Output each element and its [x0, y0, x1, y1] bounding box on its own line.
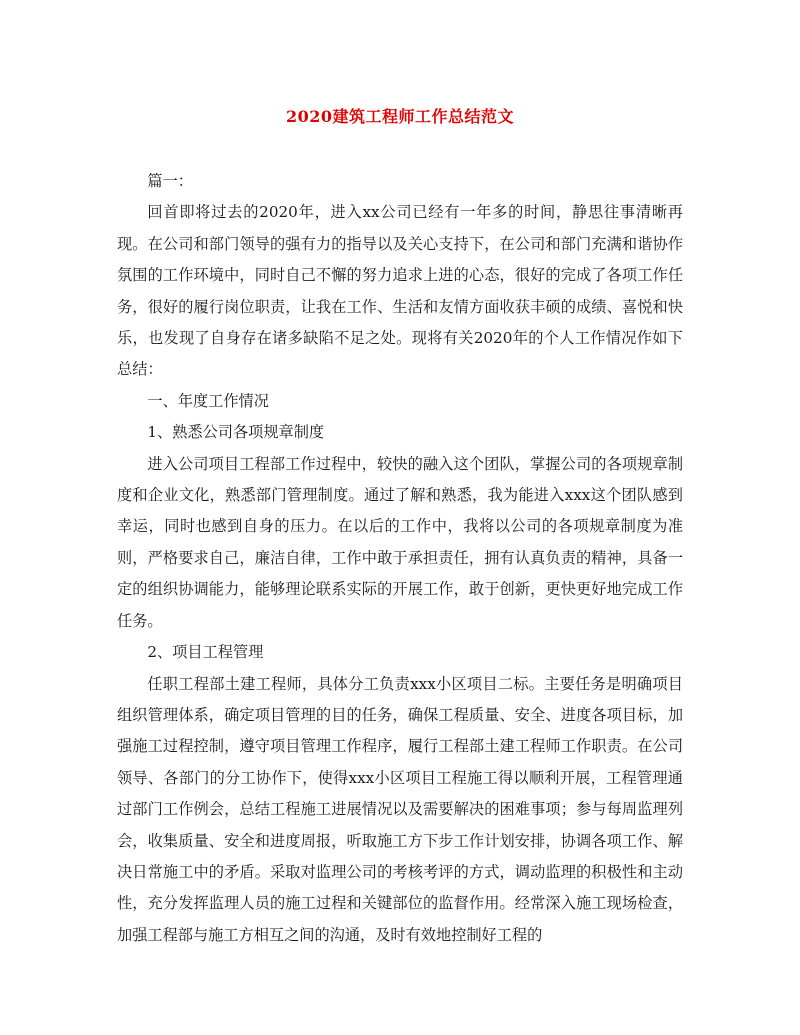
- subheading-rules: 1、熟悉公司各项规章制度: [147, 423, 325, 442]
- section-label: 篇一：: [147, 172, 193, 190]
- paragraph-rules: 进入公司项目工程部工作过程中，较快的融入这个团队，掌握公司的各项规章制度和企业文化，熟悉部门管理制度。通过了解和熟悉，我为能进入xxx这个团队感到幸运，同时也感到自身的压力。在以后的工作中，我将以公司的各项规章制度为准则，严格要求自己，廉洁自律，工作中敢于承担责任，拥有认真负责的精神，具备一定的组织协调能力，能够理论联系实际的开展工作，敢于创新，更快更好地完成工作任务。: [117, 454, 683, 630]
- paragraph-project-management: 任职工程部土建工程师，具体分工负责xxx小区项目二标。主要任务是明确项目组织管理体系，确定项目管理的目的任务，确保工程质量、安全、进度各项目标，加强施工过程控制，遵守项目管理工作程序，履行工程部土建工程师工作职责。在公司领导、各部门的分工协作下，使得xxx小区项目工程施工得以顺利开展，工程管理通过部门工作例会，总结工程施工进展情况以及需要解决的困难事项；参与每周监理列会，收集质量、安全和进度周报，听取施工方下步工作计划安排，协调各项工作、解决日常施工中的矛盾。采取对监理公司的考核考评的方式，调动监理的积极性和主动性，充分发挥监理人员的施工过程和关键部位的监督作用。经常深入施工现场检查，加强工程部与施工方相互之间的沟通，及时有效地控制好工程的: [117, 674, 683, 944]
- document-title: 2020建筑工程师工作总结范文: [285, 107, 515, 126]
- paragraph-intro: 回首即将过去的2020年，进入xx公司已经有一年多的时间，静思往事清晰再现。在公司和部门领导的强有力的指导以及关心支持下，在公司和部门充满和谐协作氛围的工作环境中，同时自己不懈的努力追求上进的心态，很好的完成了各项工作任务，很好的履行岗位职责，让我在工作、生活和友情方面收获丰硕的成绩、喜悦和快乐，也发现了自身存在诸多缺陷不足之处。现将有关2020年的个人工作情况作如下总结：: [117, 203, 683, 379]
- heading-annual-work: 一、年度工作情况: [147, 391, 269, 410]
- document-body: [117, 166, 683, 951]
- subheading-project-management: 2、项目工程管理: [147, 643, 264, 662]
